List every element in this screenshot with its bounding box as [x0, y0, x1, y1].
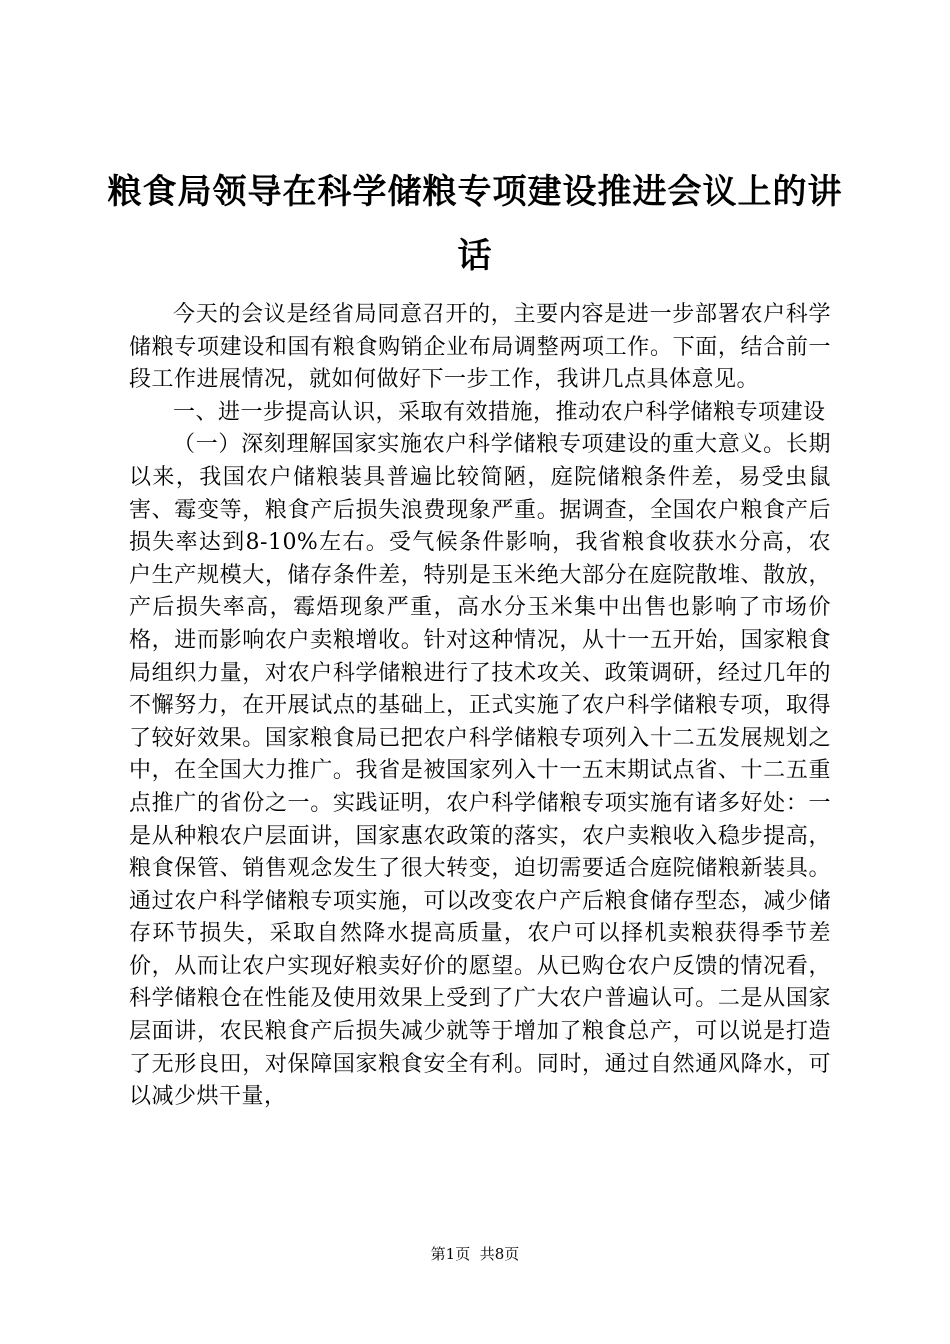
paragraph-intro: 今天的会议是经省局同意召开的，主要内容是进一步部署农户科学储粮专项建设和国有粮食购销企业布局调整两项工作。下面，结合前一段工作进展情况，就如何做好下一步工作，我讲几点具体意见。 — [129, 302, 831, 393]
paragraph-subsection-1: （一）深刻理解国家实施农户科学储粮专项建设的重大意义。长期以来，我国农户储粮装具普遍比较简陋，庭院储粮条件差，易受虫鼠害、霉变等，粮食产后损失浪费现象严重。据调查，全国农户粮食产后损失率达到8-10%左右。受气候条件影响，我省粮食收获水分高，农户生产规模大，储存条件差，特别是玉米绝大部分在庭院散堆、散放，产后损失率高，霉焐现象严重，高水分玉米集中出售也影响了市场价格，进而影响农户卖粮增收。针对这种情况，从十一五开始，国家粮食局组织力量，对农户科学储粮进行了技术攻关、政策调研，经过几年的不懈努力，在开展试点的基础上，正式实施了农户科学储粮专项，取得了较好效果。国家粮食局已把农户科学储粮专项列入十二五发展规划之中，在全国大力推广。我省是被国家列入十一五末期试点省、十二五重点推广的省份之一。实践证明，农户科学储粮专项实施有诸多好处：一是从种粮农户层面讲，国家惠农政策的落实，农户卖粮收入稳步提高，粮食保管、销售观念发生了很大转变，迫切需要适合庭院储粮新装具。通过农户科学储粮专项实施，可以改变农户产后粮食储存型态，减少储存环节损失，采取自然降水提高质量，农户可以择机卖粮获得季节差价，从而让农户实现好粮卖好价的愿望。从已购仓农户反馈的情况看，科学储粮仓在性能及使用效果上受到了广大农户普遍认可。二是从国家层面讲，农民粮食产后损失减少就等于增加了粮食总产，可以说是打造了无形良田，对保障国家粮食安全有利。同时，通过自然通风降水，可以减少烘干量， — [129, 432, 831, 1110]
page-footer — [0, 1244, 950, 1264]
page-total: 共8页 — [479, 1245, 520, 1263]
document-title: 粮食局领导在科学储粮专项建设推进会议上的讲话 — [107, 172, 843, 276]
page-number: 第1页 — [430, 1245, 471, 1263]
document-body — [129, 299, 831, 1114]
paragraph-section-heading: 一、进一步提高认识，采取有效措施，推动农户科学储粮专项建设 — [173, 399, 826, 425]
